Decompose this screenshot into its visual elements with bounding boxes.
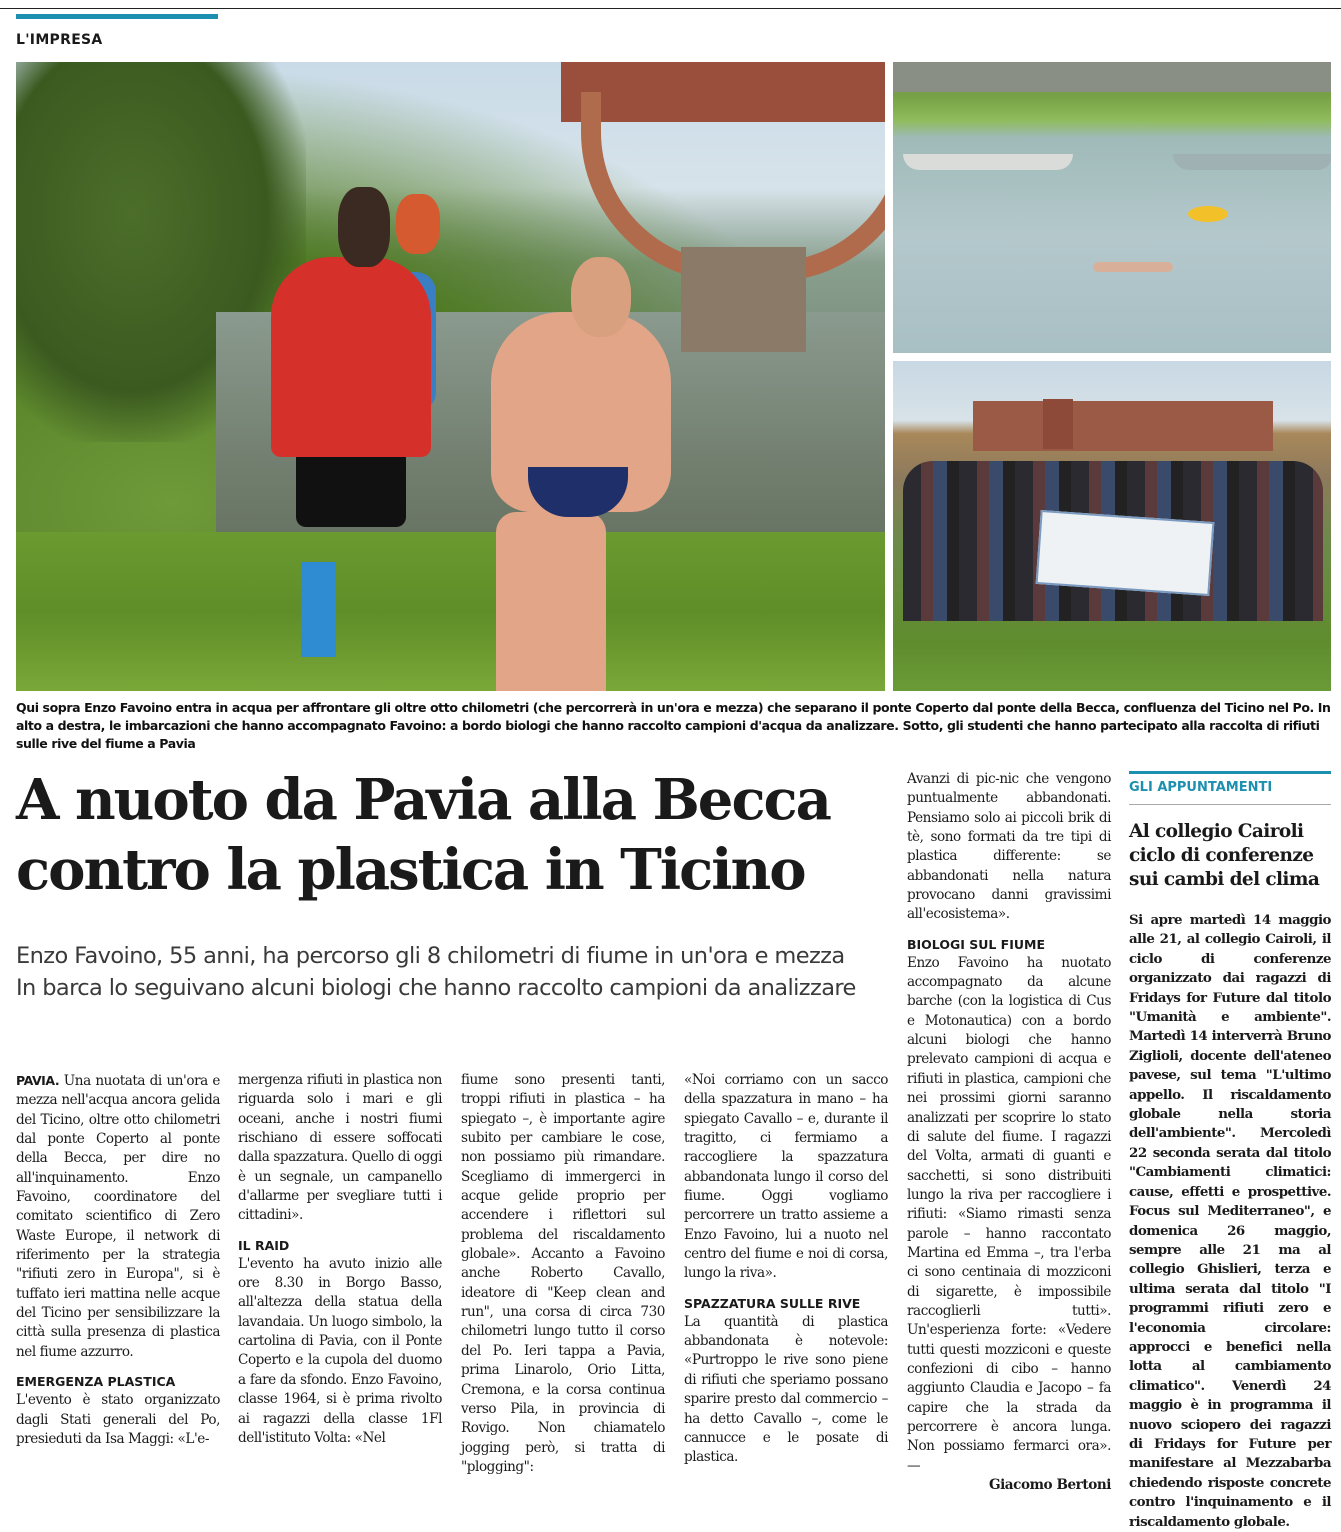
sidebar-accent-bar [1129,771,1331,774]
dateline: PAVIA. [16,1073,60,1088]
article-paragraph-2a: L'evento è stato organizzato dagli Stati generali del Po, presieduti da Isa Maggi: «L'e- [16,1392,220,1447]
photo-swimmer-riverbank [16,62,885,691]
article-paragraph-3b: fiume sono presenti tanti, troppi rifiuti in plastica – ha spiegato –, è importante agire subito per cambiare le cose, non possiamo più rimandare. Scegliamo di immergerci in acque gelide proprio per accendere i riflettori sul problema del riscaldamento globale». Accanto a Favoino anche Roberto Cavallo, ideatore di "Keep clean and run", una corsa di circa 730 chilometri lungo tutto il corso del Po. Ieri tappa a Pavia, prima Linarolo, Orio Litta, Cremona, e la corsa continua verso Pila, in provincia di Rovigo. Non chiamatelo jogging però, si tratta di "plogging": [461,1072,665,1475]
article-column-2 [238,1071,442,1448]
article-paragraph-5: Enzo Favoino ha nuotato accompagnato da alcune barche (con la logistica di Cus e Motonautica) con a bordo alcuni biologi che hanno prelevato campioni di acqua e rifiuti in plastica, campioni che nei prossimi giorni saranno analizzati per scoprire lo stato di salute del fiume. I ragazzi del Volta, armati di guanti e sacchetti, si sono distribuiti lungo la riva per raccogliere i rifiuti: «Siamo rimasti senza parole – hanno raccontato Martina ed Emma –, tra l'erba ci sono centinaia di mozziconi di sigarette, è impossibile raccoglierli tutti». Un'esperienza forte: «Vedere tutti questi mozziconi e queste confezioni di cibo – hanno aggiunto Claudia e Jacopo – fa capire che la strada da percorrere è ancora lunga. Non possiamo fermarci ora». — [907,954,1111,1474]
subhead-line-1: Enzo Favoino, 55 anni, ha percorso gli 8 chilometri di fiume in un'ora e mezza [16,943,845,969]
article-column-1 [16,1071,220,1449]
article-paragraph-4a: La quantità di plastica abbandonata è notevole: «Purtroppo le rive sono piene di rifiuti che speriamo possano sparire presto dal commercio – ha detto Cavallo –, come le cannucce e le posate di plastica. [684,1313,888,1466]
subsection-heading-emergenza: EMERGENZA PLASTICA [16,1374,176,1390]
headline: A nuoto da Pavia alla Becca contro la plastica in Ticino [16,767,830,903]
article-column-4 [684,1071,888,1468]
sidebar-body: Si apre martedì 14 maggio alle 21, al collegio Cairoli, il ciclo di conferenze organizzato dai ragazzi di Fridays for Future dal titolo "Umanità e ambiente". Martedì 14 interverrà Bruno Ziglioli, docente dell'ateneo pavese, sul tema "L'ultimo appello. Il riscaldamento globale nella storia dell'ambiente". Mercoledì 22 seconda serata dal titolo "Cambiamenti climatici: cause, effetti e prospettive. Focus sul Mediterraneo", e domenica 26 maggio, sempre alle 21 ma al collegio Ghislieri, terza e ultima serata dal titolo "I programmi rifiuti zero e l'economia circolare: approcci e benefici nella lotta al cambiamento climatico". Venerdì 24 maggio è in programma il nuovo sciopero dei ragazzi di Fridays for Future per manifestare al Mezzabarba chiedendo risposte concrete contro l'inquinamento e il riscaldamento globale. [1129,912,1331,1530]
photo-caption: Qui sopra Enzo Favoino entra in acqua per affrontare gli oltre otto chilometri (che percorrerà in un'ora e mezza) che separano il ponte Coperto dal ponte della Becca, confluenza del Ticino nel Po. In alto a destra, le imbarcazioni che hanno accompagnato Favoino: a bordo biologi che hanno raccolto campioni d'acqua da analizzare. Sotto, gli studenti che hanno partecipato alla raccolta di rifiuti sulle rive del fiume a Pavia [16,700,1331,751]
article-paragraph-3c: «Noi corriamo con un sacco della spazzatura in mano – ha spiegato Cavallo – e, durante il tragitto, ci fermiamo a raccogliere la spazzatura abbandonata lungo il corso del fiume. Oggi vogliamo percorrere un tratto assieme a Enzo Favoino, lui a nuoto nel centro del fiume e noi di corsa, lungo la riva». [684,1072,888,1282]
subsection-heading-spazzatura: SPAZZATURA SULLE RIVE [684,1295,861,1311]
byline: Giacomo Bertoni [988,1477,1111,1494]
top-rule [0,8,1341,9]
section-accent-bar [16,14,218,19]
article-column-5 [907,770,1111,1495]
sidebar-divider [1129,804,1331,805]
article-column-3 [461,1071,665,1477]
article-paragraph-2b: mergenza rifiuti in plastica non riguarda solo i mari e gli oceani, anche i nostri fiumi rischiano di essere soffocati dalla spazzatura. Quello di oggi è un segnale, un campanello d'allarme per svegliare tutti i cittadini». [238,1072,442,1224]
photo-boats-escort [893,62,1331,353]
subheadline [16,940,896,1004]
section-label: L'IMPRESA [16,32,103,48]
sidebar-label: GLI APPUNTAMENTI [1129,780,1273,795]
subsection-heading-biologi: BIOLOGI SUL FIUME [907,936,1046,952]
subhead-line-2: In barca lo seguivano alcuni biologi che hanno raccolto campioni da analizzare [16,975,856,1001]
subsection-heading-raid: IL RAID [238,1237,290,1253]
photo-students-group [893,361,1331,691]
sidebar-title: Al collegio Cairoli ciclo di conferenze sui cambi del clima [1129,821,1320,890]
article-paragraph-4b: Avanzi di pic-nic che vengono puntualmente abbandonati. Pensiamo solo ai piccoli brik di tè, sono formati da tre tipi di plastica differente: se abbandonati nella natura provocano danni gravissimi all'ecosistema». [907,771,1111,923]
article-paragraph-1: Una nuotata di un'ora e mezza nell'acqua ancora gelida del Ticino, oltre otto chilometri dal ponte Coperto al ponte della Becca, per dire no all'inquinamento. Enzo Favoino, coordinatore del comitato scientifico di Zero Waste Europe, il network di riferimento per la strategia "rifiuti zero in Europa", si è tuffato ieri mattina nelle acque del Ticino per sensibilizzare la città sulla presenza di plastica nel fiume azzurro. [16,1073,220,1360]
article-paragraph-3a: L'evento ha avuto inizio alle ore 8.30 in Borgo Basso, all'altezza della statua della lavandaia. Un luogo simbolo, la cartolina di Pavia, con il Ponte Coperto e la cupola del duomo a fare da sfondo. Enzo Favoino, classe 1964, si è prima rivolto ai ragazzi della classe 1Fl dell'istituto Volta: «Nel [238,1255,442,1446]
